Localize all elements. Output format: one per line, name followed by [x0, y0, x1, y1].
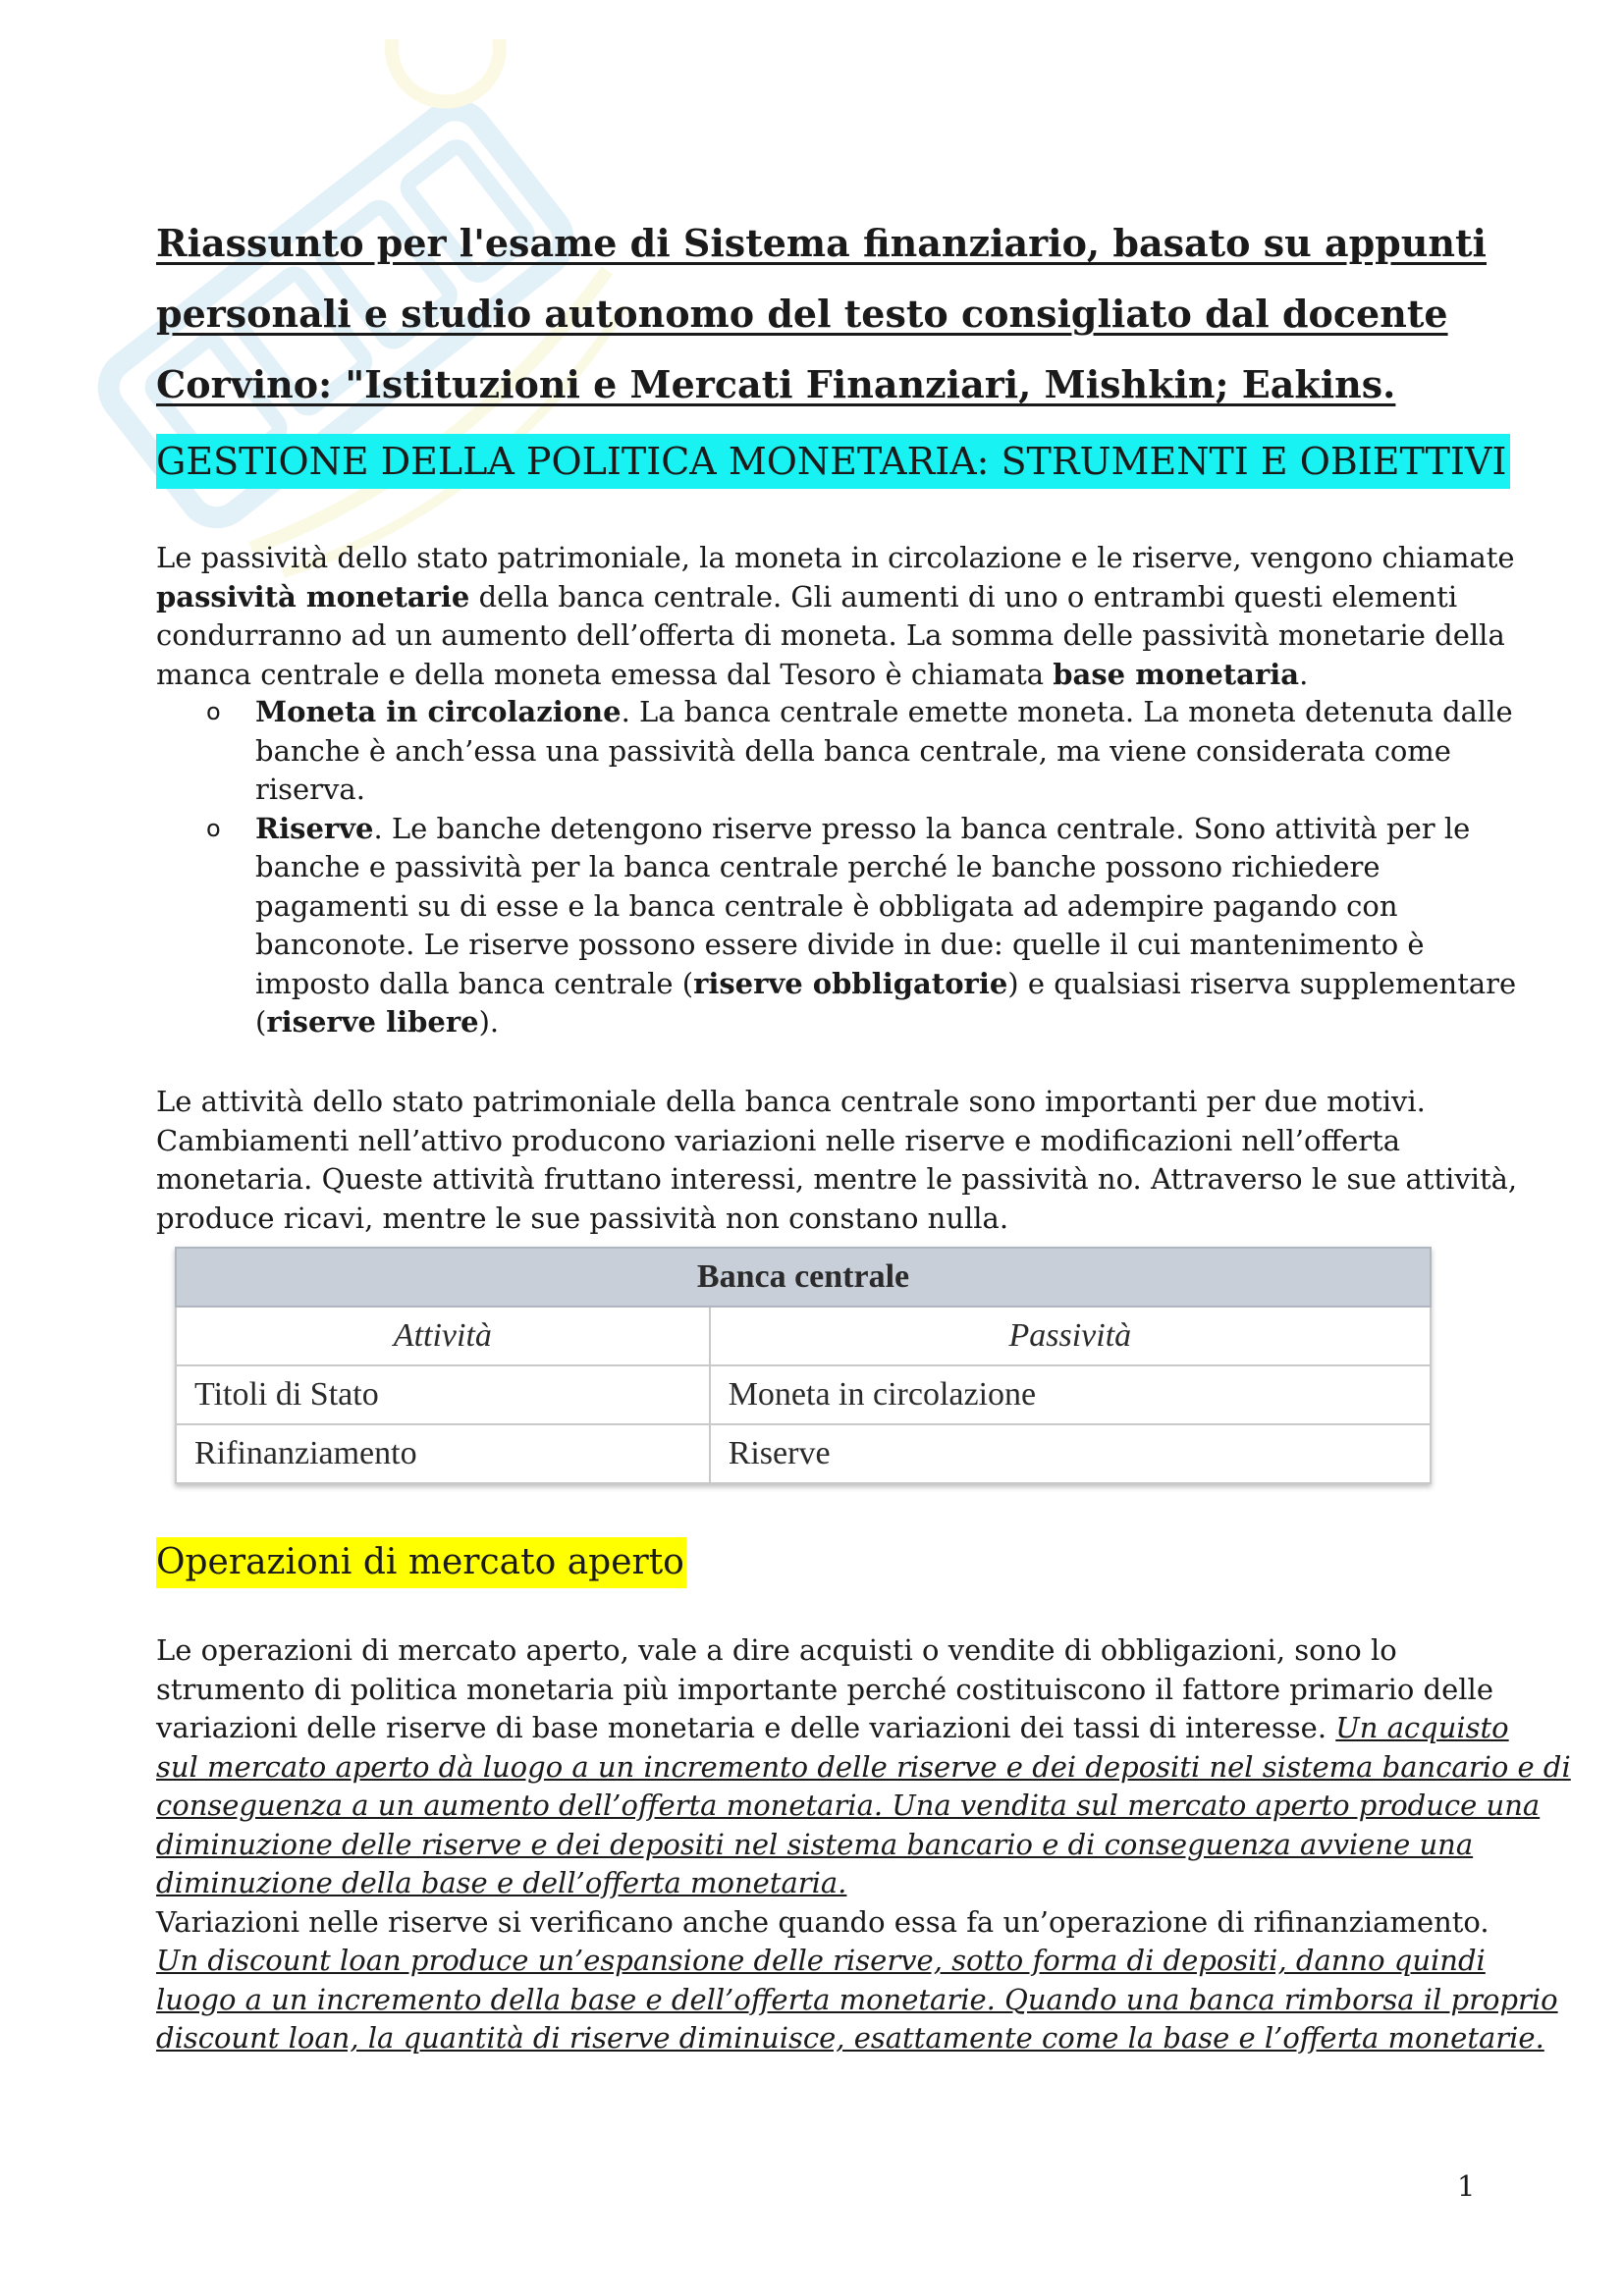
bold-term: riserve obbligatorie — [693, 966, 1008, 1000]
text-line: Le passività dello stato patrimoniale, la moneta in circolazione e le riserve, vengono chiamate — [156, 541, 1515, 574]
table-cell: Riserve — [710, 1424, 1431, 1483]
text-line: Le operazioni di mercato aperto, vale a dire acquisti o vendite di obbligazioni, sono lo — [156, 1633, 1397, 1667]
underlined-text: diminuzione delle riserve e dei depositi nel sistema bancario e di conseguenza avviene una — [156, 1827, 1474, 1861]
table-row — [176, 1424, 1431, 1483]
text-run: ). — [478, 1005, 500, 1039]
text-line: banconote. Le riserve possono essere divide in due: quelle il cui mantenimento è — [255, 928, 1425, 961]
bold-term: riserve libere — [266, 1005, 479, 1039]
text-line — [255, 965, 1517, 1004]
text-line: strumento di politica monetaria più importante perché costituiscono il fattore primario delle — [156, 1672, 1493, 1706]
text-line: banche e passività per la banca centrale perché le banche possono richiedere — [255, 850, 1380, 883]
title-line: Riassunto per l'esame di Sistema finanziario, basato su appunti — [156, 221, 1487, 265]
text-run: ( — [255, 1005, 267, 1039]
text-line — [255, 810, 1491, 849]
subsection-heading: Operazioni di mercato aperto — [156, 1537, 686, 1588]
bullet-marker: o — [206, 698, 221, 725]
text-line: Variazioni nelle riserve si verificano anche quando essa fa un’operazione di rifinanziamento. — [156, 1904, 1489, 1939]
underlined-text: Un acquisto — [1335, 1711, 1509, 1744]
table-row — [176, 1365, 1431, 1424]
bold-term: Moneta in circolazione — [255, 695, 622, 728]
underlined-text: diminuzione della base e dell’offerta monetaria. — [156, 1866, 847, 1899]
bold-term: passività monetarie — [156, 579, 470, 614]
text-line: produce ricavi, mentre le sue passività non constano nulla. — [156, 1201, 1009, 1235]
text-line: banche è anch’essa una passività della banca centrale, ma viene considerata come — [255, 733, 1451, 768]
text-line — [156, 578, 1491, 617]
section-heading: GESTIONE DELLA POLITICA MONETARIA: STRUMENTI E OBIETTIVI — [156, 434, 1510, 489]
column-header-liabilities: Passività — [710, 1307, 1431, 1365]
title-line: personali e studio autonomo del testo consigliato dal docente — [156, 292, 1448, 336]
text-run: manca centrale e della moneta emessa dal Tesoro è chiamata — [156, 657, 1054, 691]
underlined-text: discount loan, la quantità di riserve diminuisce, esattamente come la base e l’offerta monetarie. — [156, 2021, 1544, 2055]
underlined-text: Un discount loan produce un’espansione delle riserve, sotto forma di depositi, danno quindi — [156, 1944, 1486, 1977]
table-cell: Titoli di Stato — [176, 1365, 710, 1424]
title-line: Corvino: "Istituzioni e Mercati Finanziari, Mishkin; Eakins. — [156, 362, 1396, 406]
bold-term: Riserve — [255, 811, 374, 845]
open-market-paragraph — [156, 1631, 1571, 2058]
text-line: monetaria. Queste attività fruttano interessi, mentre le passività no. Attraverso le sue attività, — [156, 1162, 1518, 1196]
bold-term: base monetaria — [1053, 657, 1300, 691]
text-run: . Le banche detengono riserve presso la banca centrale. Sono attività per le — [373, 811, 1471, 845]
text-line: condurranno ad un aumento dell’offerta di moneta. La somma delle passività monetarie della — [156, 618, 1505, 652]
list-item — [156, 810, 1517, 1042]
page-number: 1 — [1457, 2169, 1476, 2203]
underlined-text: luogo a un incremento della base e dell’offerta monetarie. Quando una banca rimborsa il proprio — [156, 1982, 1558, 2016]
underlined-text: conseguenza a un aumento dell’offerta monetaria. Una vendita sul mercato aperto produce una — [156, 1789, 1541, 1822]
text-run: . — [1299, 657, 1309, 691]
table-caption: Banca centrale — [176, 1248, 1431, 1307]
balance-sheet-table — [175, 1247, 1432, 1484]
text-line — [255, 1003, 1491, 1042]
intro-paragraph — [156, 539, 1515, 694]
text-run: imposto dalla banca centrale ( — [255, 966, 694, 1000]
assets-paragraph — [156, 1083, 1518, 1238]
text-line: pagamenti su di esse e la banca centrale è obbligata ad adempire pagando con — [255, 888, 1398, 923]
bullet-marker: o — [206, 814, 221, 842]
definition-list — [156, 693, 1517, 1042]
underlined-text: sul mercato aperto dà luogo a un incremento delle riserve e dei depositi nel sistema bancario e di — [156, 1749, 1571, 1784]
text-line: Le attività dello stato patrimoniale della banca centrale sono importanti per due motivi. — [156, 1085, 1426, 1118]
text-line: riserva. — [255, 773, 365, 806]
text-run: variazioni delle riserve di base monetaria e delle variazioni dei tassi di interesse. — [156, 1711, 1336, 1744]
text-run: . La banca centrale emette moneta. La moneta detenuta dalle — [621, 695, 1513, 728]
text-line: Cambiamenti nell’attivo producono variazioni nelle riserve e modificazioni nell’offerta — [156, 1123, 1401, 1157]
table-cell: Moneta in circolazione — [710, 1365, 1431, 1424]
list-item — [156, 693, 1513, 810]
text-line — [156, 656, 1491, 695]
text-run: della banca centrale. Gli aumenti di uno o entrambi questi elementi — [469, 579, 1458, 614]
text-line — [255, 693, 1513, 732]
column-header-assets: Attività — [176, 1307, 710, 1365]
text-run: ) e qualsiasi riserva supplementare — [1007, 966, 1517, 1000]
document-title — [156, 208, 1491, 420]
text-line — [156, 1709, 1509, 1748]
table-cell: Rifinanziamento — [176, 1424, 710, 1483]
balance-sheet-table-wrapper — [175, 1247, 1432, 1484]
